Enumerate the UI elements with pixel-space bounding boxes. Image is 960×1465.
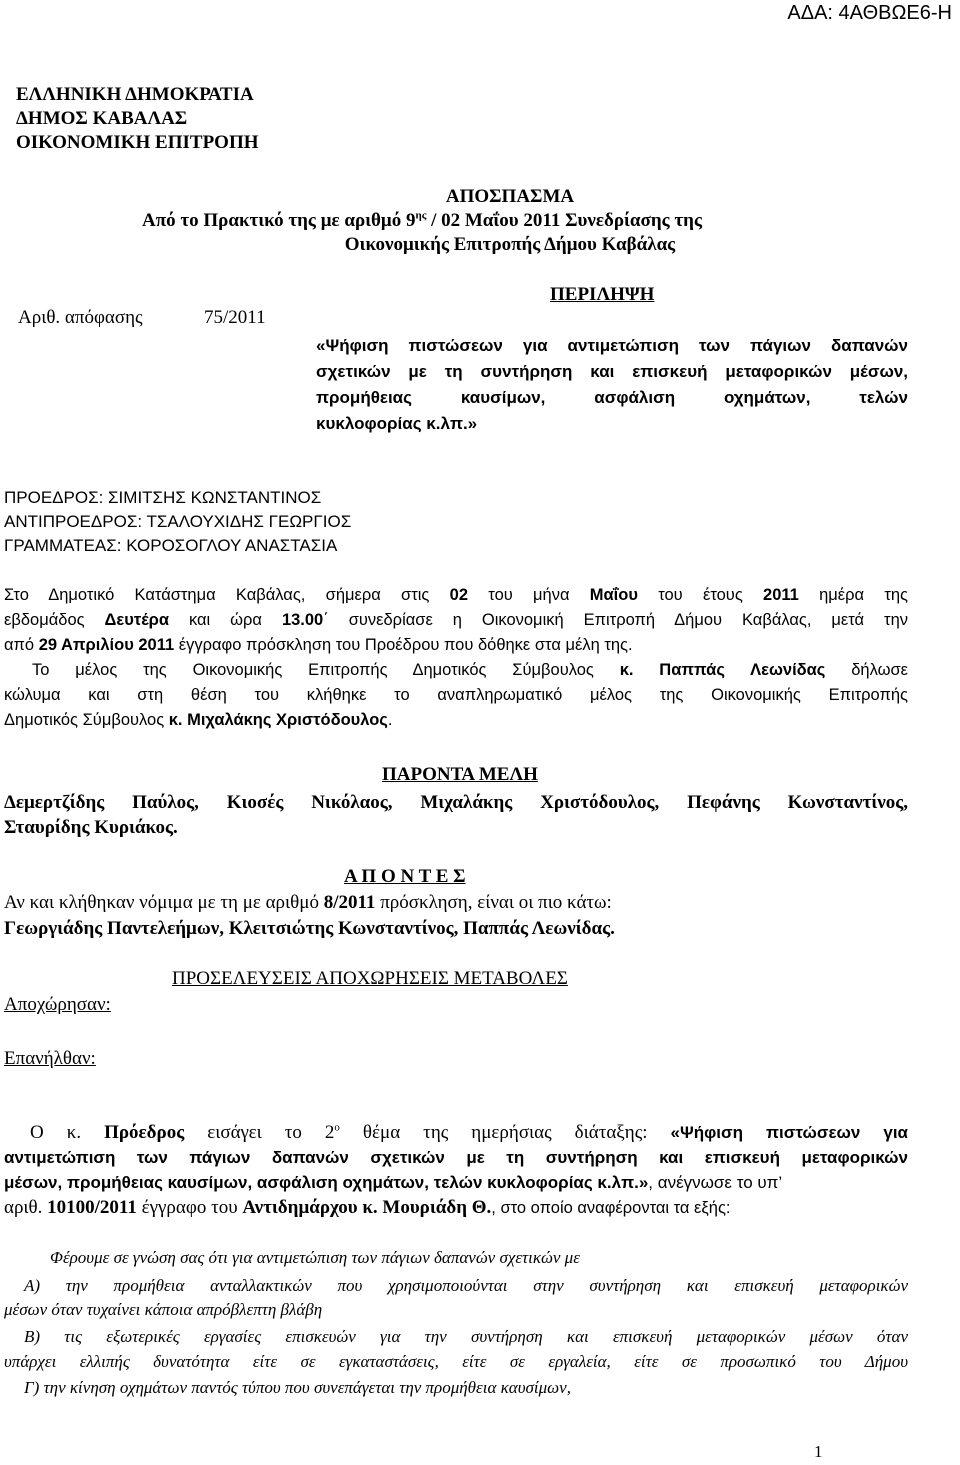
header-line-3: ΟΙΚΟΝΟΜΙΚΗ ΕΠΙΤΡΟΠΗ — [16, 132, 259, 153]
intro-line-4: Το μέλος της Οικονομικής Επιτροπής Δημοτικός Σύμβουλος κ. Παππάς Λεωνίδας δήλωσε — [32, 661, 909, 679]
present-title: ΠΑΡΟΝΤΑ ΜΕΛΗ — [382, 764, 538, 785]
quote-line-6: Γ) την κίνηση οχημάτων παντός τύπου που συνεπάγεται την προμήθεια καυσίμων, — [24, 1378, 571, 1397]
present-line-1: Δεμερτζίδης Παύλος, Κιοσές Νικόλαος, Μιχαλάκης Χριστόδουλος, Πεφάνης Κωνσταντίνος, — [4, 792, 908, 813]
body-line-4: αριθ. 10100/2011 έγγραφο του Αντιδημάρχου κ. Μουριάδη Θ., στο οποίο αναφέρονται τα εξής: — [4, 1197, 731, 1218]
extract-line-2: Οικονομικής Επιτροπής Δήμου Καβάλας — [344, 234, 676, 255]
summary-line-2: σχετικών με τη συντήρηση και επισκευή μεταφορικών μέσων, — [316, 362, 908, 381]
summary-title: ΠΕΡΙΛΗΨΗ — [550, 284, 655, 305]
intro-line-5: κώλυμα και στη θέση του κλήθηκε το αναπληρωματικό μέλος της Οικονομικής Επιτροπής — [4, 686, 908, 704]
secretary: ΓΡΑΜΜΑΤΕΑΣ: ΚΟΡΟΣΟΓΛΟΥ ΑΝΑΣΤΑΣΙΑ — [4, 536, 338, 555]
absent-title: Α Π Ο Ν Τ Ε Σ — [344, 866, 466, 887]
body-line-2: αντιμετώπιση των πάγιων δαπανών σχετικών με τη συντήρηση και επισκευή μεταφορικών — [4, 1148, 908, 1167]
present-line-2: Σταυρίδης Κυριάκος. — [4, 817, 178, 838]
page-number: 1 — [814, 1442, 823, 1461]
quote-line-1: Φέρουμε σε γνώση σας ότι για αντιμετώπιση των πάγιων δαπανών σχετικών με — [50, 1248, 580, 1267]
intro-line-1: Στο Δημοτικό Κατάστημα Καβάλας, σήμερα στις 02 του μήνα Μαΐου του έτους 2011 ημέρα της — [4, 586, 908, 604]
summary-line-1: «Ψήφιση πιστώσεων για αντιμετώπιση των πάγιων δαπανών — [316, 336, 908, 355]
quote-line-5: υπάρχει ελλιπής δυνατότητα είτε σε εγκαταστάσεις, είτε σε εργαλεία, είτε σε προσωπικό του Δήμου — [4, 1352, 908, 1371]
summary-line-3: προμήθειας καυσίμων, ασφάλιση οχημάτων, τελών — [316, 388, 908, 407]
ada-code: ΑΔΑ: 4ΑΘΒΩΕ6-Η — [787, 2, 952, 24]
president: ΠΡΟΕΔΡΟΣ: ΣΙΜΙΤΣΗΣ ΚΩΝΣΤΑΝΤΙΝΟΣ — [4, 488, 322, 507]
summary-line-4: κυκλοφορίας κ.λπ.» — [316, 414, 478, 433]
intro-line-3: από 29 Απριλίου 2011 έγγραφο πρόσκληση του Προέδρου που δόθηκε στα μέλη της. — [4, 636, 633, 654]
vice-president: ΑΝΤΙΠΡΟΕΔΡΟΣ: ΤΣΑΛΟΥΧΙΔΗΣ ΓΕΩΡΓΙΟΣ — [4, 512, 352, 531]
header-line-2: ΔΗΜΟΣ ΚΑΒΑΛΑΣ — [16, 108, 188, 129]
decision-number: 75/2011 — [204, 307, 266, 328]
returned-label: Επανήλθαν: — [4, 1048, 96, 1069]
decision-label: Αριθ. απόφασης — [18, 307, 143, 328]
quote-line-3: μέσων όταν τυχαίνει κάποια απρόβλεπτη βλάβη — [4, 1300, 323, 1319]
extract-title: ΑΠΟΣΠΑΣΜΑ — [445, 186, 575, 207]
intro-line-2: εβδομάδος Δευτέρα και ώρα 13.00΄ συνεδρίασε η Οικονομική Επιτροπή Δήμου Καβάλας, μετά την — [4, 611, 908, 629]
intro-line-6: Δημοτικός Σύμβουλος κ. Μιχαλάκης Χριστόδουλος. — [4, 711, 393, 729]
header-line-1: ΕΛΛΗΝΙΚΗ ΔΗΜΟΚΡΑΤΙΑ — [16, 84, 254, 105]
quote-line-2: Α) την προμήθεια ανταλλακτικών που χρησιμοποιούνται στην συντήρηση και επισκευή μεταφορικών — [24, 1276, 908, 1295]
absent-line-2: Γεωργιάδης Παντελεήμων, Κλειτσιώτης Κωνσταντίνος, Παππάς Λεωνίδας. — [4, 918, 615, 939]
quote-line-4: Β) τις εξωτερικές εργασίες επισκευών για την συντήρηση και επισκευή μεταφορικών μέσων όταν — [24, 1327, 908, 1346]
extract-line-1: Από το Πρακτικό της με αριθμό $9^{\eta\varsigma} / 02$ Μαΐου 2011 Συνεδρίασης της — [142, 209, 702, 231]
absent-line-1: Αν και κλήθηκαν νόμιμα με τη με αριθμό 8/2011 πρόσκληση, είναι οι πιο κάτω: — [4, 892, 612, 913]
body-line-3: μέσων, προμήθειας καυσίμων, ασφάλιση οχημάτων, τελών κυκλοφορίας κ.λπ.», ανέγνωσε το υπ’ — [4, 1173, 783, 1192]
departed-label: Αποχώρησαν: — [4, 994, 111, 1015]
changes-title: ΠΡΟΣΕΛΕΥΣΕΙΣ ΑΠΟΧΩΡΗΣΕΙΣ ΜΕΤΑΒΟΛΕΣ — [172, 968, 568, 989]
body-line-1: Ο κ. Πρόεδρος εισάγει το $2^o$ θέμα της ημερήσιας διάταξης: «Ψήφιση πιστώσεων για — [30, 1121, 909, 1143]
